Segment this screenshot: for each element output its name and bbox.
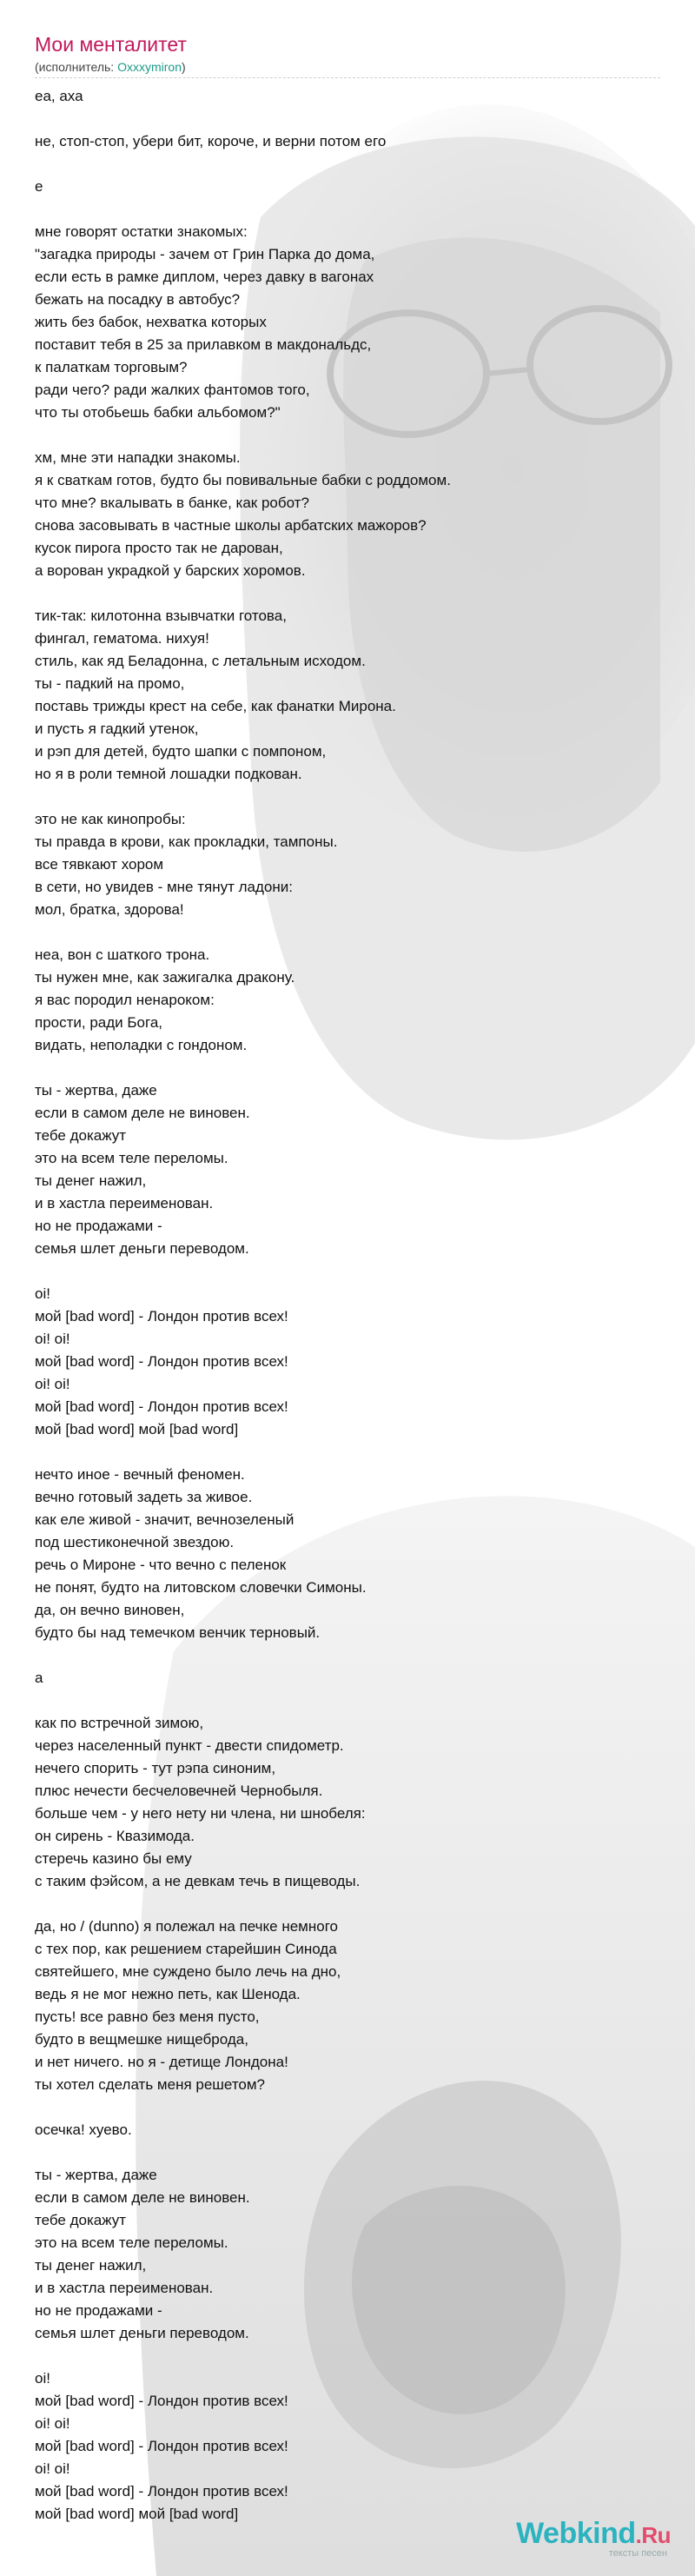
lyrics-line: не, стоп-стоп, убери бит, короче, и верни потом его <box>35 133 387 149</box>
lyrics-line: я к сваткам готов, будто бы повивальные бабки с роддомом. <box>35 472 451 488</box>
lyrics-line: и в хастла переименован. <box>35 1195 214 1212</box>
lyrics-line: это не как кинопробы: <box>35 811 186 827</box>
lyrics-line: будто в вещмешке нищеброда, <box>35 2031 248 2048</box>
lyrics-line: ради чего? ради жалких фантомов того, <box>35 382 310 398</box>
lyrics-line: oi! oi! <box>35 2460 70 2477</box>
lyrics-line: не понят, будто на литовском словечки Симоны. <box>35 1579 367 1596</box>
lyrics-line: семья шлет деньги переводом. <box>35 2325 249 2341</box>
lyrics-line: ты нужен мне, как зажигалка дракону. <box>35 969 295 986</box>
lyrics-line: снова засовывать в частные школы арбатских мажоров? <box>35 517 427 534</box>
lyrics-line: еа, аха <box>35 88 83 104</box>
lyrics-line: и пусть я гадкий утенок, <box>35 720 199 737</box>
lyrics-line: ты денег нажил, <box>35 2257 147 2274</box>
lyrics-stanza <box>35 2119 660 2141</box>
lyrics-line: с тех пор, как решением старейшин Синода <box>35 1941 337 1957</box>
artist-prefix: (исполнитель: <box>35 60 118 74</box>
lyrics-line: вечно готовый задеть за живое. <box>35 1489 253 1505</box>
lyrics-line: oi! <box>35 2370 50 2387</box>
lyrics-line: я вас породил ненароком: <box>35 992 215 1008</box>
lyrics-line: с таким фэйсом, а не девкам течь в пищеводы. <box>35 1873 361 1889</box>
lyrics-stanza <box>35 944 660 1057</box>
lyrics-line: да, но / (dunno) я полежал на печке немного <box>35 1918 338 1935</box>
lyrics-stanza <box>35 2164 660 2345</box>
lyrics-stanza <box>35 2367 660 2526</box>
lyrics-stanza <box>35 221 660 424</box>
lyrics-line: мой [bad word] - Лондон против всех! <box>35 2393 288 2409</box>
lyrics-line: в сети, но увидев - мне тянут ладони: <box>35 879 293 895</box>
lyrics-line: фингал, гематома. нихуя! <box>35 630 209 647</box>
lyrics-line: неа, вон с шаткого трона. <box>35 946 210 963</box>
lyrics-body <box>35 85 660 2526</box>
lyrics-line: святейшего, мне суждено было лечь на дно, <box>35 1963 341 1980</box>
lyrics-line: тебе докажут <box>35 2212 127 2228</box>
lyrics-line: ты - падкий на промо, <box>35 675 185 692</box>
lyrics-line: через населенный пункт - двести спидометр. <box>35 1737 344 1754</box>
lyrics-line: и рэп для детей, будто шапки с помпоном, <box>35 743 327 760</box>
lyrics-line: мой [bad word] - Лондон против всех! <box>35 1398 288 1415</box>
title-divider <box>35 77 660 78</box>
lyrics-line: мой [bad word] - Лондон против всех! <box>35 1353 288 1370</box>
lyrics-line: будто бы над темечком венчик терновый. <box>35 1624 321 1641</box>
lyrics-line: пусть! все равно без меня пусто, <box>35 2008 260 2025</box>
lyrics-line: мой [bad word] мой [bad word] <box>35 1421 239 1437</box>
lyrics-line: как по встречной зимою, <box>35 1715 204 1731</box>
lyrics-line: и нет ничего. но я - детище Лондона! <box>35 2054 288 2070</box>
lyrics-line: oi! oi! <box>35 1376 70 1392</box>
lyrics-stanza <box>35 85 660 108</box>
lyrics-stanza <box>35 1464 660 1644</box>
lyrics-line: мне говорят остатки знакомых: <box>35 223 248 240</box>
lyrics-line: семья шлет деньги переводом. <box>35 1240 249 1257</box>
lyrics-line: нечто иное - вечный феномен. <box>35 1466 245 1483</box>
lyrics-line: а ворован украдкой у барских хоромов. <box>35 562 306 579</box>
lyrics-stanza <box>35 130 660 153</box>
lyrics-line: если в самом деле не виновен. <box>35 1105 250 1121</box>
lyrics-line: ведь я не мог нежно петь, как Шенода. <box>35 1986 301 2002</box>
lyrics-line: это на всем теле переломы. <box>35 2234 228 2251</box>
lyrics-line: е <box>35 178 43 195</box>
lyrics-line: бежать на посадку в автобус? <box>35 291 241 308</box>
lyrics-stanza <box>35 176 660 198</box>
lyrics-line: нечего спорить - тут рэпа синоним, <box>35 1760 276 1776</box>
lyrics-line: плюс нечести бесчеловечней Чернобыля. <box>35 1783 323 1799</box>
lyrics-line: стеречь казино бы ему <box>35 1850 192 1867</box>
lyrics-line: это на всем теле переломы. <box>35 1150 228 1166</box>
lyrics-line: стиль, как яд Беладонна, с летальным исходом. <box>35 653 366 669</box>
lyrics-page <box>35 31 660 2526</box>
lyrics-line: под шестиконечной звездою. <box>35 1534 235 1550</box>
lyrics-stanza <box>35 1079 660 1260</box>
lyrics-line: мол, братка, здорова! <box>35 901 184 918</box>
lyrics-line: ты - жертва, даже <box>35 1082 157 1099</box>
lyrics-line: мой [bad word] мой [bad word] <box>35 2506 239 2522</box>
lyrics-line: больше чем - у него нету ни члена, ни шнобеля: <box>35 1805 366 1822</box>
lyrics-stanza <box>35 1283 660 1441</box>
lyrics-line: ты хотел сделать меня решетом? <box>35 2076 266 2093</box>
artist-line <box>35 59 660 75</box>
lyrics-line: кусок пирога просто так не дарован, <box>35 540 283 556</box>
lyrics-line: тик-так: килотонна взывчатки готова, <box>35 607 287 624</box>
lyrics-line: а <box>35 1670 43 1686</box>
lyrics-line: хм, мне эти нападки знакомы. <box>35 449 241 466</box>
lyrics-line: да, он вечно виновен, <box>35 1602 185 1618</box>
lyrics-line: как еле живой - значит, вечнозеленый <box>35 1511 295 1528</box>
lyrics-line: тебе докажут <box>35 1127 127 1144</box>
lyrics-line: жить без бабок, нехватка которых <box>35 314 267 330</box>
lyrics-line: и в хастла переименован. <box>35 2280 214 2296</box>
lyrics-line: oi! oi! <box>35 1331 70 1347</box>
lyrics-line: но не продажами - <box>35 2302 162 2319</box>
lyrics-stanza <box>35 808 660 921</box>
lyrics-line: речь о Мироне - что вечно с пеленок <box>35 1557 287 1573</box>
lyrics-line: что ты отобьешь бабки альбомом?" <box>35 404 281 421</box>
artist-link[interactable]: Oxxxymiron <box>117 60 182 74</box>
lyrics-stanza <box>35 447 660 582</box>
song-title: Мои менталитет <box>35 33 187 56</box>
logo-subtitle: тексты песен <box>608 2548 667 2559</box>
lyrics-line: если в самом деле не виновен. <box>35 2189 250 2206</box>
lyrics-line: "загадка природы - зачем от Грин Парка до дома, <box>35 246 375 262</box>
lyrics-line: видать, неполадки с гондоном. <box>35 1037 248 1053</box>
lyrics-line: все тявкают хором <box>35 856 164 873</box>
lyrics-line: ты денег нажил, <box>35 1172 147 1189</box>
lyrics-line: он сирень - Квазимода. <box>35 1828 195 1844</box>
lyrics-stanza <box>35 605 660 786</box>
logo-tld-text: .Ru <box>635 2522 671 2548</box>
lyrics-line: ты правда в крови, как прокладки, тампоны. <box>35 833 338 850</box>
lyrics-line: что мне? вкалывать в банке, как робот? <box>35 495 309 511</box>
lyrics-line: oi! oi! <box>35 2415 70 2432</box>
lyrics-line: прости, ради Бога, <box>35 1014 163 1031</box>
lyrics-line: поставит тебя в 25 за прилавком в макдональдс, <box>35 336 372 353</box>
lyrics-line: мой [bad word] - Лондон против всех! <box>35 1308 288 1325</box>
lyrics-line: осечка! хуево. <box>35 2121 132 2138</box>
lyrics-stanza <box>35 1667 660 1690</box>
lyrics-stanza <box>35 1915 660 2096</box>
logo-main-text: Webkind <box>516 2517 636 2550</box>
lyrics-line: но не продажами - <box>35 1218 162 1234</box>
lyrics-stanza <box>35 1712 660 1893</box>
lyrics-line: мой [bad word] - Лондон против всех! <box>35 2438 288 2454</box>
lyrics-line: поставь трижды крест на себе, как фанатки Мирона. <box>35 698 396 714</box>
lyrics-line: к палаткам торговым? <box>35 359 188 375</box>
lyrics-line: но я в роли темной лошадки подкован. <box>35 766 302 782</box>
lyrics-line: ты - жертва, даже <box>35 2167 157 2183</box>
lyrics-line: oi! <box>35 1285 50 1302</box>
artist-suffix: ) <box>182 60 186 74</box>
lyrics-line: мой [bad word] - Лондон против всех! <box>35 2483 288 2500</box>
webkind-logo[interactable] <box>516 2518 671 2559</box>
lyrics-line: если есть в рамке диплом, через давку в вагонах <box>35 269 374 285</box>
